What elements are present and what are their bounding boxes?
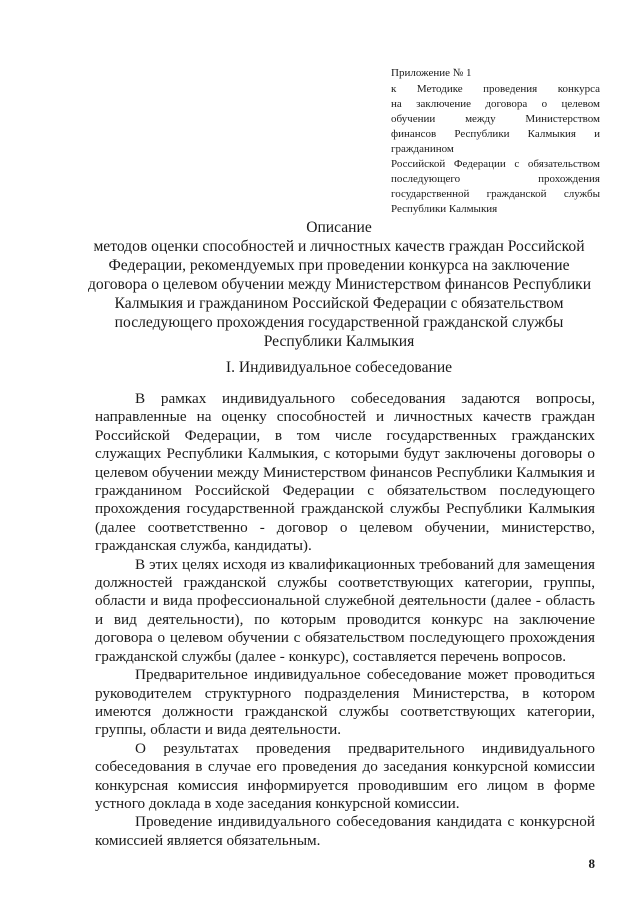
appendix-line: гражданином bbox=[391, 143, 454, 155]
title-line: методов оценки способностей и личностных качеств граждан Российской bbox=[93, 238, 585, 255]
title-line: договора о целевом обучении между Министерством финансов Республики bbox=[88, 276, 592, 293]
appendix-line: Республики Калмыкия bbox=[391, 203, 498, 215]
title-line: Федерации, рекомендуемых при проведении конкурса на заключение bbox=[108, 257, 570, 274]
title-line: последующего прохождения государственной гражданской службы bbox=[114, 314, 564, 331]
appendix-line: на заключение договора о целевом bbox=[391, 98, 600, 110]
body-text bbox=[95, 390, 595, 850]
paragraph: Предварительное индивидуальное собеседование может проводиться руководителем структурного подразделения Министерства, в котором имеются должности гражданской службы соответствующих категории, группы, области и вида деятельности. bbox=[95, 666, 595, 739]
paragraph: О результатах проведения предварительного индивидуального собеседования в случае его проведения до заседания конкурсной комиссии конкурсная комиссия информируется проводившим его лицом в форме устного доклада в ходе заседания конкурсной комиссии. bbox=[95, 739, 595, 812]
appendix-line: последующего прохождения bbox=[391, 173, 600, 185]
appendix-line: к Методике проведения конкурса bbox=[391, 83, 600, 95]
paragraph: Проведение индивидуального собеседования кандидата с конкурсной комиссией является обязательным. bbox=[95, 813, 595, 849]
document-title bbox=[88, 218, 590, 351]
title-line: Калмыкия и гражданином Российской Федерации с обязательством bbox=[114, 295, 564, 312]
paragraph: В этих целях исходя из квалификационных требований для замещения должностей гражданской службы соответствующих категории, группы, области и вида профессиональной служебной деятельности (далее - область и вид деятельности), по которым проводится конкурс на заключение договора о целевом обучении с обязательством последующего прохождения гражданской службы (далее - конкурс), составляется перечень вопросов. bbox=[95, 555, 595, 665]
page-number: 8 bbox=[588, 856, 595, 871]
appendix-line: Российской Федерации с обязательством bbox=[391, 158, 600, 170]
appendix-note bbox=[391, 66, 600, 217]
appendix-line: обучении между Министерством bbox=[391, 113, 600, 125]
paragraph: В рамках индивидуального собеседования задаются вопросы, направленные на оценку способностей и личностных качеств граждан Российской Федерации, в том числе государственных гражданских служащих Республики Калмыкия, с которыми будут заключены договоры о целевом обучении между Министерством финансов Республики Калмыкия и гражданином Российской Федерации с обязательством последующего прохождения государственной гражданской службы Республики Калмыкия (далее соответственно - договор о целевом обучении, министерство, гражданская служба, кандидаты). bbox=[95, 390, 595, 555]
appendix-number: Приложение № 1 bbox=[391, 67, 472, 79]
section-heading: I. Индивидуальное собеседование bbox=[225, 359, 453, 376]
title-heading: Описание bbox=[306, 219, 372, 236]
appendix-line: финансов Республики Калмыкия и bbox=[391, 128, 600, 140]
appendix-line: государственной гражданской службы bbox=[391, 188, 600, 200]
title-line: Республики Калмыкия bbox=[263, 333, 415, 350]
